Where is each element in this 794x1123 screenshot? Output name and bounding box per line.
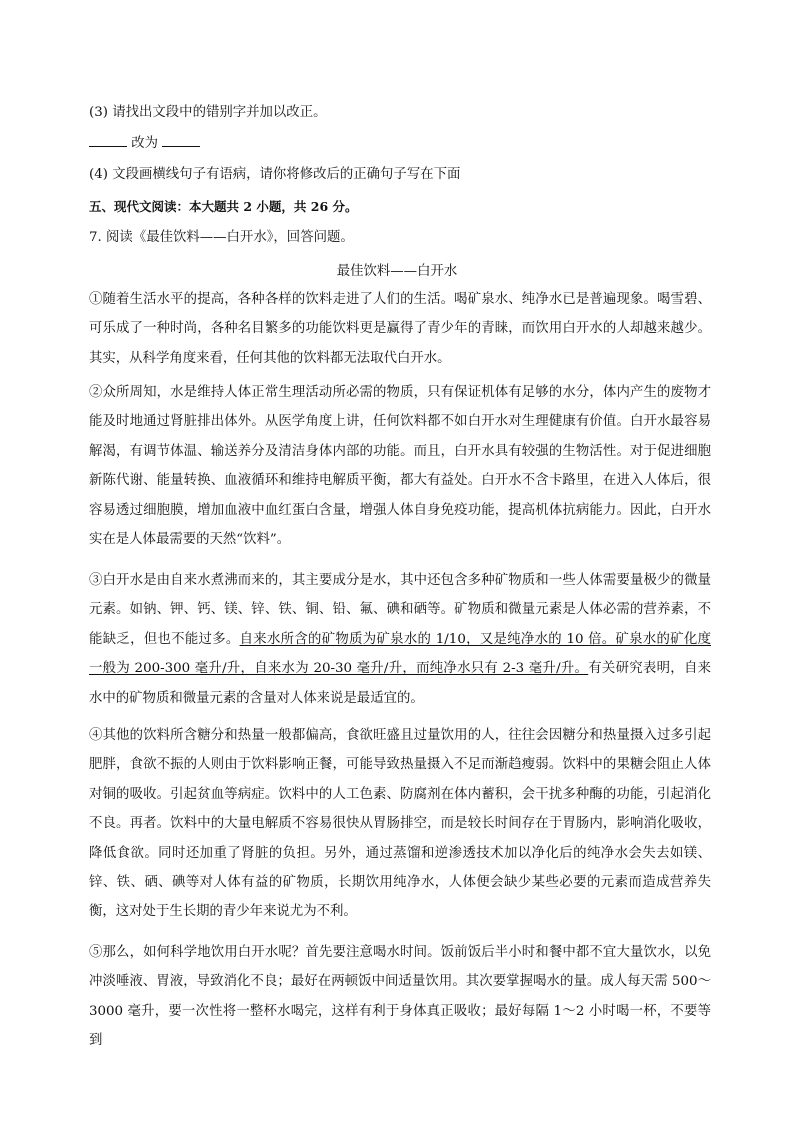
- answer-line-correction: [89, 134, 200, 154]
- article-paragraph-5: ⑤那么，如何科学地饮用白开水呢？首先要注意喝水时间。饭前饭后半小时和餐中都不宜大量饮水，以免冲淡唾液、胃液，导致消化不良；最好在两顿饭中间适量饮用。其次要掌握喝水的量。成人每天需 500～3000 毫升，要一次性将一整杯水喝完，这样有利于身体真正吸收；最好每隔 1～2 小时喝一杯，不要等到: [89, 945, 711, 1049]
- section-5-heading: 五、现代文阅读：本大题共 2 小题，共 26 分。: [89, 199, 358, 214]
- section-5-question-count: 2: [243, 199, 253, 214]
- question-3-label: (3) 请找出文段中的错别字并加以改正。: [89, 105, 327, 120]
- question-4-label: (4) 文段画横线句子有语病，请你将修改后的正确句子写在下面: [89, 167, 461, 182]
- article-paragraph-4: ④其他的饮料所含糖分和热量一般都偏高，食欲旺盛且过量饮用的人，往往会因糖分和热量摄入过多引起肥胖，食欲不振的人则由于饮料影响正餐，可能导致热量摄入不足而渐趋瘦弱。饮料中的果糖会阻止人体对铜的吸收。引起贫血等病症。饮料中的人工色素、防腐剂在体内蓄积，会干扰多种酶的功能，引起消化不良。再者。饮料中的大量电解质不容易很快从胃肠排空，而是较长时间存在于胃肠内，影响消化吸收，降低食欲。同时还加重了肾脏的负担。另外，通过蒸馏和逆渗透技术加以净化后的纯净水会失去如镁、锌、铁、硒、碘等对人体有益的矿物质，长期饮用纯净水，人体便会缺少某些必要的元素而造成营养失衡，这对处于生长期的青少年来说尤为不利。: [89, 728, 711, 920]
- section-5-points: 26: [310, 199, 329, 214]
- article-paragraph-1: ①随着生活水平的提高，各种各样的饮料走进了人们的生活。喝矿泉水、纯净水已是普遍现象。喝雪碧、可乐成了一种时尚，各种名目繁多的功能饮料更是赢得了青少年的青睐，而饮用白开水的人却越来越少。其实，从科学角度来看，任何其他的饮料都无法取代白开水。: [89, 292, 711, 366]
- answer-blank-correct-char[interactable]: [162, 134, 200, 147]
- underlined-sentence: 自来水所含的矿物质为矿泉水的 1/10，又是纯净水的 10 倍。矿泉水的矿化度一般为 200-300 毫升/升，自来水为 20-30 毫升/升，而纯净水只有 2-3 毫升/升。: [89, 631, 711, 677]
- article-paragraph-3: ③白开水是由自来水煮沸而来的，其主要成分是水，其中还包含多种矿物质和一些人体需要量极少的微量元素。如钠、钾、钙、镁、锌、铁、铜、铅、氟、碘和硒等。矿物质和微量元素是人体必需的营养素，不能缺乏，但也不能过多。自来水所含的矿物质为矿泉水的 1/10，又是纯净水的 10 倍。矿泉水的矿化度一般为 200-300 毫升/升，自来水为 20-30 毫升/升，而纯净水只有 2-3 毫升/升。有关研究表明，自来水中的矿物质和微量元素的含量对人体来说是最适宜的。: [89, 573, 712, 706]
- answer-blank-wrong-char[interactable]: [89, 134, 127, 147]
- change-to-label: 改为: [131, 136, 159, 151]
- article-paragraph-2: ②众所周知，水是维持人体正常生理活动所必需的物质，只有保证机体有足够的水分，体内产生的废物才能及时地通过肾脏排出体外。从医学角度上讲，任何饮料都不如白开水对生理健康有价值。白开水最容易解渴，有调节体温、输送养分及清洁身体内部的功能。而且，白开水具有较强的生物活性。对于促进细胞新陈代谢、能量转换、血液循环和维持电解质平衡，都大有益处。白开水不含卡路里，在进入人体后，很容易透过细胞膜，增加血液中血红蛋白含量，增强人体自身免疫功能，提高机体抗病能力。因此，白开水实在是人体最需要的天然“饮料”。: [89, 385, 711, 548]
- question-7-label: 7. 阅读《最佳饮料——白开水》，回答问题。: [89, 230, 354, 245]
- article-title: 最佳饮料——白开水: [336, 264, 458, 279]
